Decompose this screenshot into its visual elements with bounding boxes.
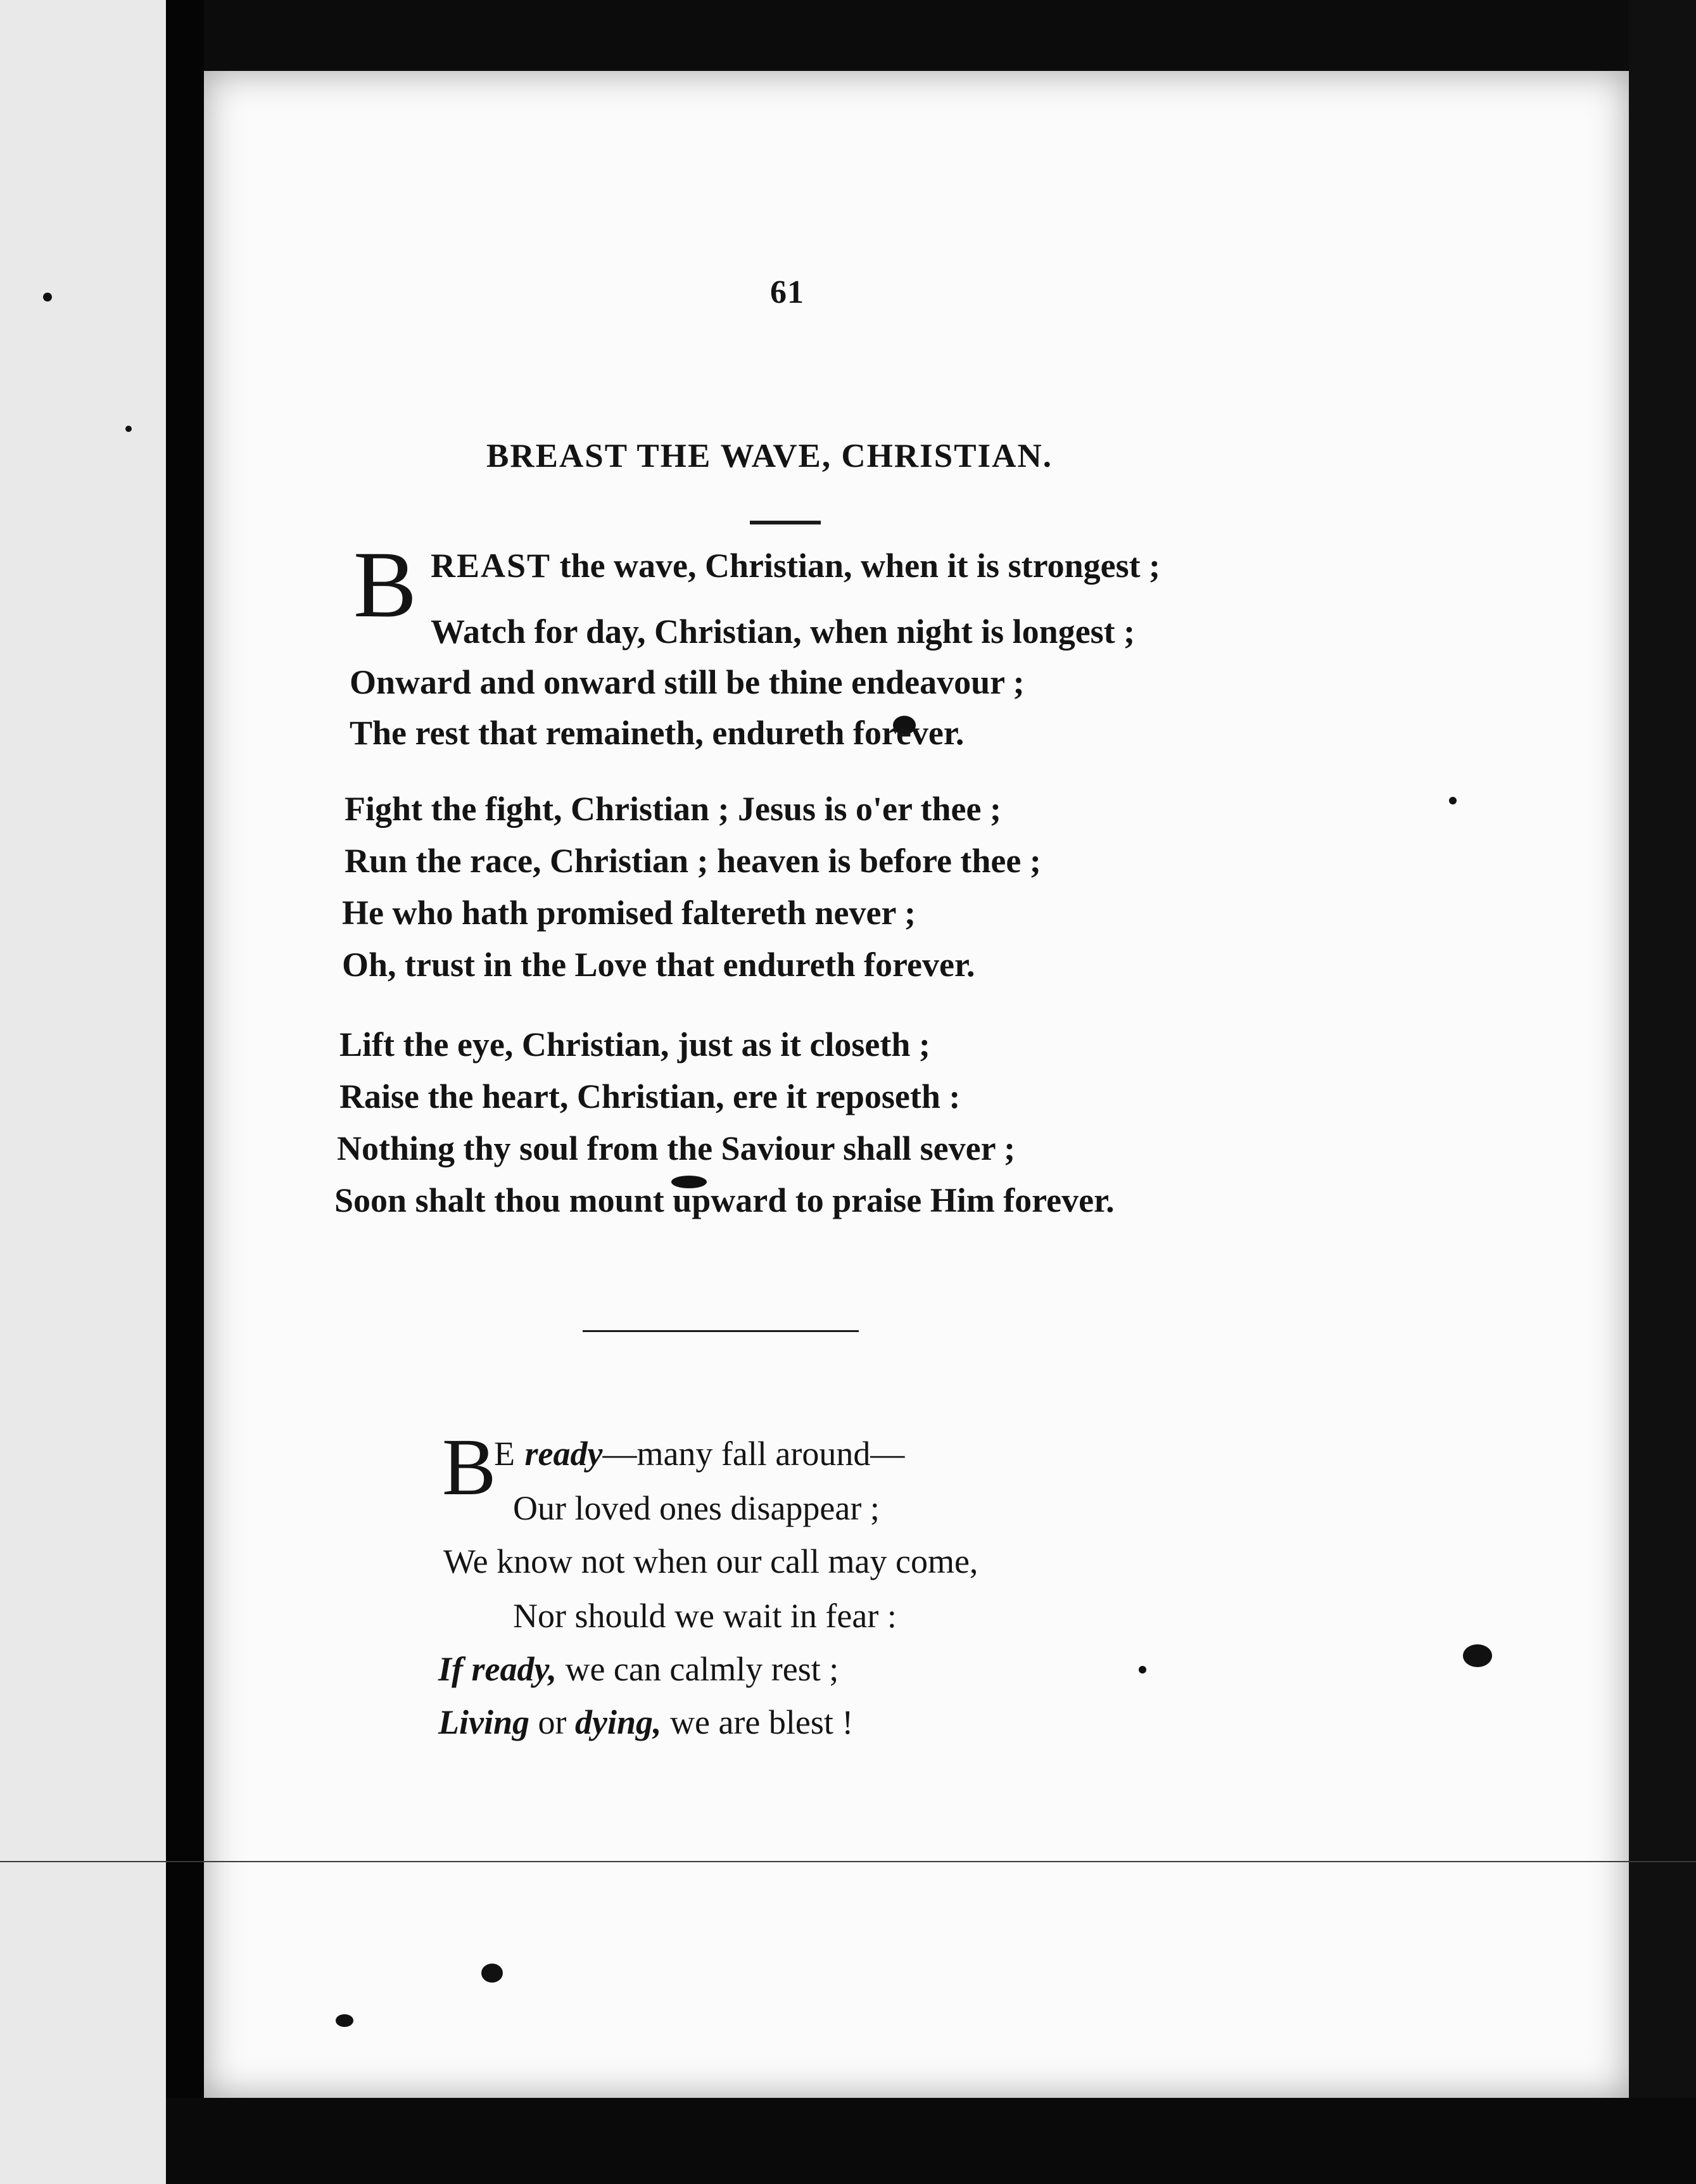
page-edge-bottom <box>166 2098 1696 2184</box>
poem-line <box>438 1649 839 1689</box>
poem-line: Fight the fight, Christian ; Jesus is o'er thee ; <box>345 790 1001 828</box>
poem-line: Watch for day, Christian, when night is longest ; <box>431 613 1136 651</box>
scan-speck <box>43 293 52 302</box>
line-italic: ready <box>524 1435 603 1473</box>
line-caps: REAST <box>431 547 552 585</box>
line-text: —many fall around— <box>602 1435 905 1473</box>
page-edge-right <box>1629 0 1696 2184</box>
scan-speck <box>1463 1644 1492 1667</box>
poem-line: We know not when our call may come, <box>443 1542 978 1580</box>
page-number: 61 <box>770 274 804 310</box>
line-italic: If ready, <box>438 1650 557 1688</box>
line-text: we can calmly rest ; <box>556 1650 839 1688</box>
poem-line: Nor should we wait in fear : <box>513 1597 897 1635</box>
poem-title: BREAST THE WAVE, CHRISTIAN. <box>486 438 1053 474</box>
poem-line: He who hath promised faltereth never ; <box>342 894 916 932</box>
title-rule <box>750 521 821 524</box>
poem-line <box>431 546 1160 585</box>
poem-line: The rest that remaineth, endureth forever. <box>350 714 965 752</box>
scan-line <box>0 1861 1696 1862</box>
scan-speck <box>1449 797 1457 804</box>
scan-speck <box>125 426 132 432</box>
poem-line: Lift the eye, Christian, just as it closeth ; <box>339 1025 930 1063</box>
poem-line: Raise the heart, Christian, ere it reposeth : <box>339 1077 961 1115</box>
line-text: the wave, Christian, when it is strongest ; <box>551 547 1161 585</box>
poem-line: Nothing thy soul from the Saviour shall sever ; <box>337 1129 1016 1167</box>
line-caps: E <box>494 1435 516 1473</box>
scan-speck <box>1139 1666 1146 1673</box>
line-italic: dying, <box>574 1703 662 1741</box>
facing-page <box>0 0 170 2184</box>
poem-line: Soon shalt thou mount upward to praise Him forever. <box>334 1181 1115 1219</box>
poem-line <box>494 1434 904 1473</box>
poem-line: Run the race, Christian ; heaven is before thee ; <box>345 842 1041 880</box>
drop-cap: B <box>353 532 417 637</box>
drop-cap: B <box>442 1422 497 1512</box>
poem-line: Our loved ones disappear ; <box>513 1489 880 1527</box>
scan-speck <box>336 2014 353 2027</box>
line-text: we are blest ! <box>661 1703 854 1741</box>
poem-line <box>438 1703 853 1742</box>
section-divider <box>583 1330 859 1332</box>
line-italic: Living <box>438 1703 529 1741</box>
poem-line: Onward and onward still be thine endeavour ; <box>350 663 1025 701</box>
book-gutter <box>166 0 204 2184</box>
line-text: or <box>529 1703 575 1741</box>
scan-speck <box>481 1964 503 1983</box>
poem-line: Oh, trust in the Love that endureth forever. <box>342 946 975 984</box>
